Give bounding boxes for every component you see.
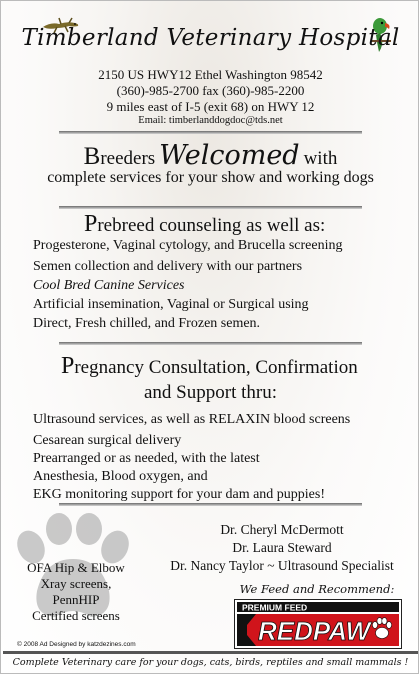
- prebreed-item: Artificial insemination, Vaginal or Surgical using: [33, 297, 309, 312]
- divider: [59, 503, 362, 506]
- pregnancy-item: Prearranged or as needed, with the latest: [33, 451, 260, 466]
- pregnancy-item: Cesarean surgical delivery: [33, 433, 182, 448]
- pregnancy-item: Anesthesia, Blood oxygen, and: [33, 469, 208, 484]
- ofa-line: Xray screens,: [40, 576, 112, 591]
- breeders-welcomed-line: [1, 140, 419, 171]
- directions: 9 miles east of I-5 (exit 68) on HWY 12: [106, 99, 315, 114]
- divider: [59, 342, 362, 345]
- footer-tagline: Complete Veterinary care for your dogs, cats, birds, reptiles and small mammals !: [12, 657, 409, 668]
- doctor-name: Dr. Laura Steward: [232, 540, 332, 555]
- divider: [59, 131, 362, 134]
- prebreed-item: Progesterone, Vaginal cytology, and Brucella screening: [33, 238, 343, 253]
- footer-divider: [3, 651, 418, 654]
- breeders-initial: B: [83, 143, 101, 170]
- pregnancy-heading-line2: and Support thru:: [144, 382, 277, 403]
- prebreed-heading-rest: rebreed counseling as well as:: [97, 215, 326, 236]
- phone-fax: (360)-985-2700 fax (360)-985-2200: [116, 83, 305, 98]
- copyright: © 2008 Ad Designed by katzdezines.com: [17, 641, 136, 648]
- pregnancy-initial: P: [61, 353, 75, 379]
- we-feed-recommend: We Feed and Recommend:: [239, 582, 395, 596]
- breeders-word: [83, 143, 156, 170]
- prebreed-item-partner: Cool Bred Canine Services: [33, 278, 185, 293]
- ofa-line: Certified screens: [32, 608, 120, 623]
- ofa-line: OFA Hip & Elbow: [27, 560, 125, 575]
- pregnancy-heading-rest: regnancy Consultation, Confirmation: [74, 357, 358, 378]
- welcomed-script: Welcomed: [159, 140, 300, 171]
- divider: [59, 206, 362, 209]
- with-word: with: [303, 148, 338, 169]
- doctor-name: Dr. Nancy Taylor ~ Ultrasound Specialist: [170, 558, 394, 573]
- prebreed-heading: [84, 211, 325, 238]
- pregnancy-item: EKG monitoring support for your dam and puppies!: [33, 487, 326, 502]
- email-label: Email:: [138, 115, 167, 126]
- hospital-title: Timberland Veterinary Hospital: [21, 25, 400, 51]
- breeders-rest: reeders: [100, 148, 156, 169]
- email-address[interactable]: timberlanddogdoc@tds.net: [168, 115, 283, 126]
- badge-brand: REDPAW: [258, 616, 371, 646]
- prebreed-initial: P: [84, 211, 98, 237]
- prebreed-item: Semen collection and delivery with our partners: [33, 259, 303, 274]
- redpaw-feed-logo: [234, 599, 402, 649]
- prebreed-item: Direct, Fresh chilled, and Frozen semen.: [33, 316, 261, 331]
- badge-premium-feed: PREMIUM FEED: [242, 602, 308, 613]
- pregnancy-item: Ultrasound services, as well as RELAXIN blood screens: [33, 412, 351, 427]
- address: 2150 US HWY12 Ethel Washington 98542: [98, 67, 323, 82]
- services-tagline: complete services for your show and working dogs: [47, 169, 374, 186]
- doctor-name: Dr. Cheryl McDermott: [220, 522, 344, 537]
- pregnancy-heading: [61, 353, 358, 380]
- email-line: [1, 115, 419, 126]
- ofa-line: PennHIP: [52, 592, 100, 607]
